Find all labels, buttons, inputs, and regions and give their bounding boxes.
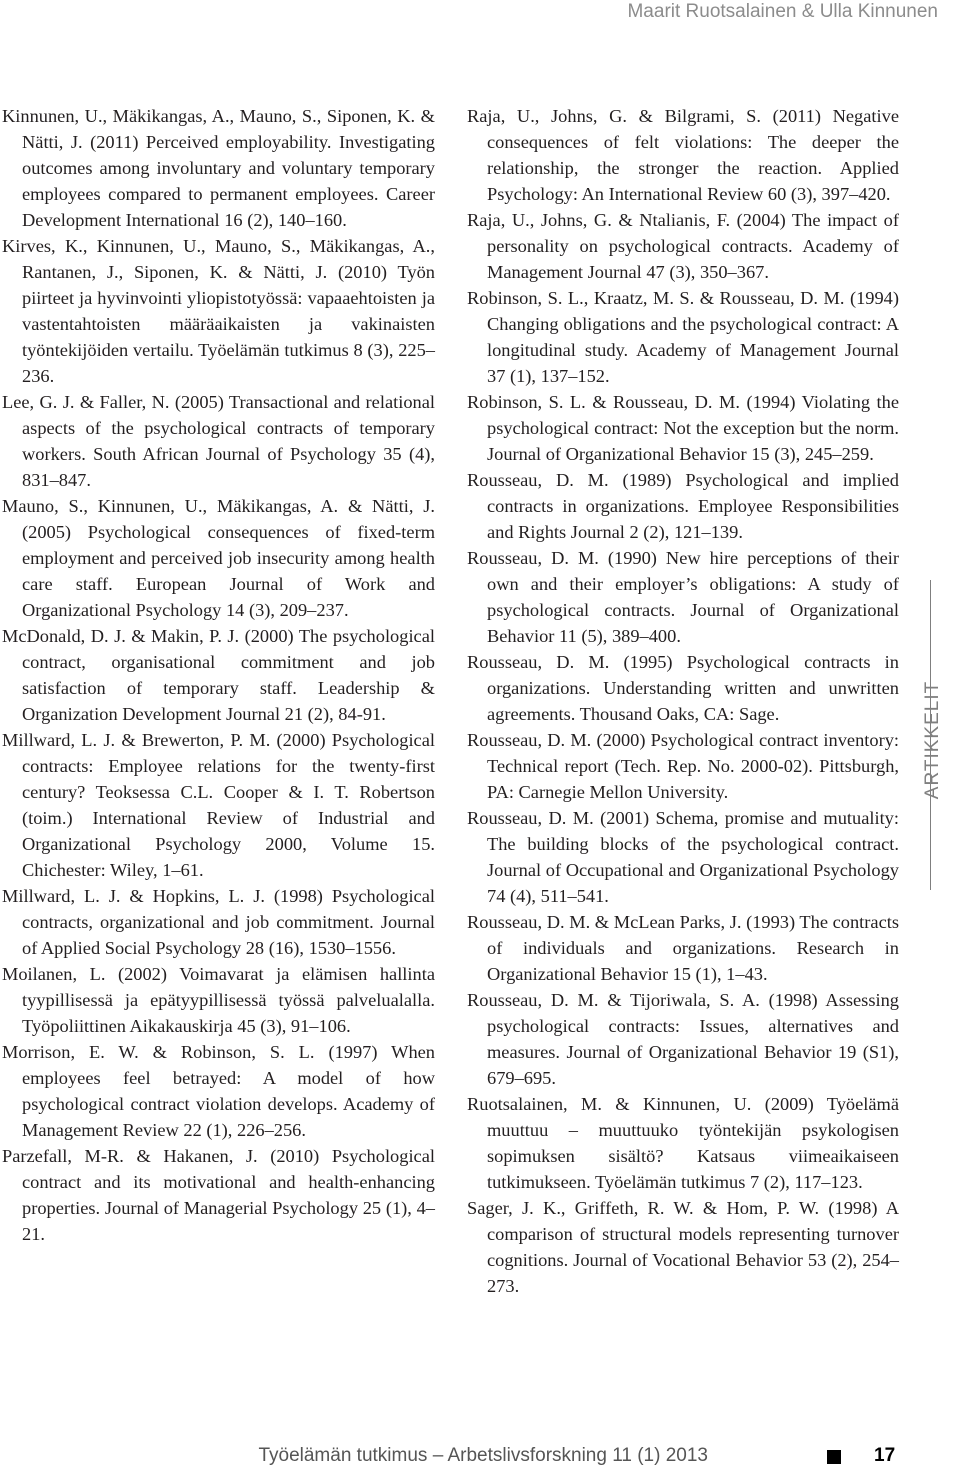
reference-entry: Mauno, S., Kinnunen, U., Mäkikangas, A. & Nätti, J. (2005) Psychological consequences of fixed-term employment and perceived job insecurity among health care staff. European Journal of Work and Organizational Psychology 14 (3), 209–237. xyxy=(2,496,435,620)
reference-entry: Rousseau, D. M. & Tijoriwala, S. A. (1998) Assessing psychological contracts: Issues, alternatives and measures. Journal of Organizational Behavior 19 (S1), 679–695. xyxy=(467,990,899,1088)
page-footer xyxy=(0,1442,960,1470)
reference-entry: McDonald, D. J. & Makin, P. J. (2000) The psychological contract, organisational commitment and job satisfaction of temporary staff. Leadership & Organization Development Journal 21 (2), 84-91. xyxy=(2,626,435,724)
reference-entry: Ruotsalainen, M. & Kinnunen, U. (2009) Työelämä muuttuu – muuttuuko työntekijän psykologisen sopimuksen sisältö? Katsaus viimeaikaiseen tutkimukseen. Työelämän tutkimus 7 (2), 117–123. xyxy=(467,1094,899,1192)
reference-entry: Robinson, S. L. & Rousseau, D. M. (1994) Violating the psychological contract: Not the exception but the norm. Journal of Organizational Behavior 15 (3), 245–259. xyxy=(467,392,899,464)
reference-entry: Rousseau, D. M. (1990) New hire perceptions of their own and their employer’s obligations: A study of psychological contracts. Journal of Organizational Behavior 11 (5), 389–400. xyxy=(467,548,899,646)
page-number: 17 xyxy=(874,1445,896,1466)
reference-entry: Morrison, E. W. & Robinson, S. L. (1997) When employees feel betrayed: A model of how psychological contract violation develops. Academy of Management Review 22 (1), 226–256. xyxy=(2,1042,435,1140)
square-bullet-icon xyxy=(827,1450,841,1464)
reference-entry: Moilanen, L. (2002) Voimavarat ja elämisen hallinta tyypillisessä ja epätyypillisessä työssä palvelualalla. Työpoliittinen Aikakauskirja 45 (3), 91–106. xyxy=(2,964,435,1036)
references-left-column xyxy=(2,103,435,1247)
footer-journal-title: Työelämän tutkimus – Arbetslivsforskning 11 (1) 2013 xyxy=(258,1445,708,1466)
running-header-authors: Maarit Ruotsalainen & Ulla Kinnunen xyxy=(627,1,938,22)
reference-entry: Millward, L. J. & Brewerton, P. M. (2000) Psychological contracts: Employee relations for the twenty-first century? Teoksessa C.L. Cooper & I. T. Robertson (toim.) International Review of Industrial and Organizational Psychology 2000, Volume 15. Chichester: Wiley, 1–61. xyxy=(2,730,435,880)
reference-entry: Raja, U., Johns, G. & Ntalianis, F. (2004) The impact of personality on psychological contracts. Academy of Management Journal 47 (3), 350–367. xyxy=(467,210,899,282)
reference-entry: Sager, J. K., Griffeth, R. W. & Hom, P. W. (1998) A comparison of structural models representing turnover cognitions. Journal of Vocational Behavior 53 (2), 254–273. xyxy=(467,1198,899,1296)
reference-entry: Robinson, S. L., Kraatz, M. S. & Rousseau, D. M. (1994) Changing obligations and the psychological contract: A longitudinal study. Academy of Management Journal 37 (1), 137–152. xyxy=(467,288,899,386)
reference-entry: Kinnunen, U., Mäkikangas, A., Mauno, S., Siponen, K. & Nätti, J. (2011) Perceived employability. Investigating outcomes among involuntary and voluntary temporary employees compared to permanent employees. Career Development International 16 (2), 140–160. xyxy=(2,106,435,230)
reference-entry: Rousseau, D. M. & McLean Parks, J. (1993) The contracts of individuals and organizations. Research in Organizational Behavior 15 (1), 1–43. xyxy=(467,912,899,984)
reference-entry: Rousseau, D. M. (2000) Psychological contract inventory: Technical report (Tech. Rep. No. 2000-02). Pittsburgh, PA: Carnegie Mellon University. xyxy=(467,730,899,802)
reference-entry: Rousseau, D. M. (2001) Schema, promise and mutuality: The building blocks of the psychological contract. Journal of Occupational and Organizational Psychology 74 (4), 511–541. xyxy=(467,808,899,906)
reference-entry: Rousseau, D. M. (1989) Psychological and implied contracts in organizations. Employee Responsibilities and Rights Journal 2 (2), 121–139. xyxy=(467,470,899,542)
reference-entry: Rousseau, D. M. (1995) Psychological contracts in organizations. Understanding written and unwritten agreements. Thousand Oaks, CA: Sage. xyxy=(467,652,899,724)
reference-entry: Millward, L. J. & Hopkins, L. J. (1998) Psychological contracts, organizational and job commitment. Journal of Applied Social Psychology 28 (16), 1530–1556. xyxy=(2,886,435,958)
reference-entry: Raja, U., Johns, G. & Bilgrami, S. (2011) Negative consequences of felt violations: The deeper the relationship, the stronger the reaction. Applied Psychology: An International Review 60 (3), 397–420. xyxy=(467,106,899,204)
reference-entry: Parzefall, M-R. & Hakanen, J. (2010) Psychological contract and its motivational and health-enhancing properties. Journal of Managerial Psychology 25 (1), 4–21. xyxy=(2,1146,435,1244)
references-right-column xyxy=(467,103,899,1299)
section-label: ARTIKKELIT xyxy=(922,680,943,800)
reference-entry: Kirves, K., Kinnunen, U., Mauno, S., Mäkikangas, A., Rantanen, J., Siponen, K. & Nätti, J. (2010) Työn piirteet ja hyvinvointi yliopistotyössä: vapaaehtoisten ja vastentahtoisten määräaikaisten ja vakinaisten työntekijöiden vertailu. Työelämän tutkimus 8 (3), 225–236. xyxy=(2,236,435,386)
reference-entry: Lee, G. J. & Faller, N. (2005) Transactional and relational aspects of the psychological contracts of temporary workers. South African Journal of Psychology 35 (4), 831–847. xyxy=(2,392,435,490)
